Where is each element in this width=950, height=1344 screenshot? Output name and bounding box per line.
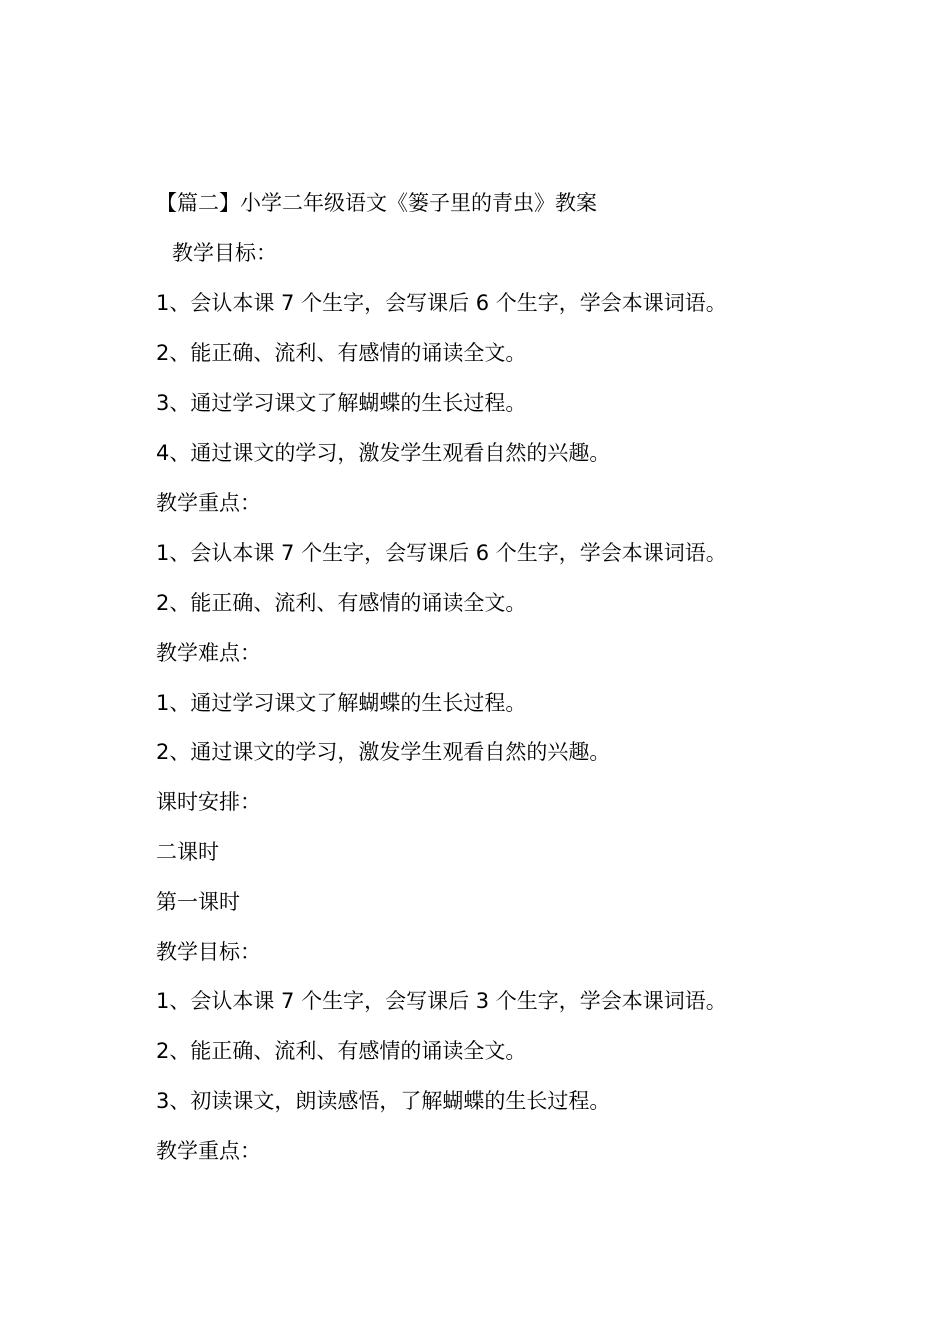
section-heading-lesson-key-points: 教学重点： (156, 1139, 261, 1163)
lesson-goal-item-3: 3、初读课文，朗读感悟，了解蝴蝶的生长过程。 (156, 1089, 611, 1113)
section-heading-lesson-goals: 教学目标： (156, 940, 261, 964)
section-heading-difficulties: 教学难点： (156, 641, 261, 665)
lesson-heading-first: 第一课时 (156, 890, 240, 914)
goal-item-3: 3、通过学习课文了解蝴蝶的生长过程。 (156, 391, 527, 415)
section-heading-key-points: 教学重点： (156, 491, 261, 515)
schedule-value: 二课时 (156, 840, 219, 864)
section-heading-schedule: 课时安排： (156, 790, 261, 814)
difficulty-item-1: 1、通过学习课文了解蝴蝶的生长过程。 (156, 691, 527, 715)
difficulty-item-2: 2、通过课文的学习，激发学生观看自然的兴趣。 (156, 740, 611, 764)
key-point-item-1: 1、会认本课 7 个生字，会写课后 6 个生字，学会本课词语。 (156, 541, 727, 565)
key-point-item-2: 2、能正确、流利、有感情的诵读全文。 (156, 591, 527, 615)
goal-item-1: 1、会认本课 7 个生字，会写课后 6 个生字，学会本课词语。 (156, 291, 727, 315)
document-title: 【篇二】小学二年级语文《篓子里的青虫》教案 (156, 191, 597, 215)
lesson-goal-item-1: 1、会认本课 7 个生字，会写课后 3 个生字，学会本课词语。 (156, 989, 727, 1013)
section-heading-teaching-goals: 教学目标： (172, 241, 277, 265)
lesson-goal-item-2: 2、能正确、流利、有感情的诵读全文。 (156, 1039, 527, 1063)
goal-item-2: 2、能正确、流利、有感情的诵读全文。 (156, 341, 527, 365)
goal-item-4: 4、通过课文的学习，激发学生观看自然的兴趣。 (156, 441, 611, 465)
